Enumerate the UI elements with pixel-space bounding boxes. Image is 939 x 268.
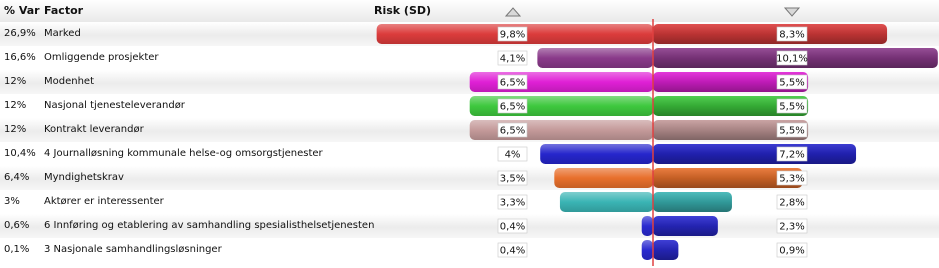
var-pct-value: 12%	[4, 76, 27, 87]
var-pct-value: 6,4%	[4, 172, 30, 183]
low-bar[interactable]	[554, 168, 653, 188]
var-pct-value: 16,6%	[4, 52, 36, 63]
var-pct-value: 3%	[4, 196, 20, 207]
factor-name: Kontrakt leverandør	[44, 124, 144, 135]
low-bar[interactable]	[540, 144, 653, 164]
low-value-label: 4%	[504, 149, 521, 161]
low-bar[interactable]	[537, 48, 653, 68]
high-value-label: 5,3%	[779, 173, 805, 185]
factor-name: Modenhet	[44, 76, 94, 87]
low-bar[interactable]	[470, 72, 653, 92]
high-bar[interactable]	[653, 144, 856, 164]
var-pct-value: 26,9%	[4, 28, 36, 39]
risk-column-header: Risk (SD)	[374, 4, 432, 17]
high-bar[interactable]	[653, 240, 678, 260]
var-pct-value: 12%	[4, 124, 27, 135]
low-bar[interactable]	[560, 192, 653, 212]
high-value-label: 7,2%	[779, 149, 805, 161]
low-value-label: 6,5%	[499, 101, 526, 113]
high-value-label: 5,5%	[779, 101, 805, 113]
low-bar[interactable]	[470, 120, 653, 140]
var-pct-value: 0,6%	[4, 220, 30, 231]
factor-name: Omliggende prosjekter	[44, 52, 159, 63]
factor-name: 3 Nasjonale samhandlingsløsninger	[44, 244, 222, 255]
low-value-label: 3,3%	[499, 197, 526, 209]
low-value-label: 0,4%	[499, 245, 526, 257]
factor-name: 6 Innføring og etablering av samhandling spesialisthelsetjenesten	[44, 220, 375, 231]
low-value-label: 9,8%	[499, 29, 526, 41]
high-value-label: 2,3%	[779, 221, 805, 233]
factor-column-header: Factor	[44, 4, 84, 17]
high-value-label: 0,9%	[779, 245, 805, 257]
var-pct-value: 0,1%	[4, 244, 30, 255]
low-bar[interactable]	[642, 240, 653, 260]
low-bar[interactable]	[470, 96, 653, 116]
var-column-header: % Var	[4, 4, 40, 17]
high-value-label: 5,5%	[779, 125, 805, 137]
low-value-label: 4,1%	[499, 53, 526, 65]
high-bar[interactable]	[653, 192, 732, 212]
high-value-label: 10,1%	[776, 53, 808, 65]
factor-name: Myndighetskrav	[44, 172, 124, 183]
high-value-label: 2,8%	[779, 197, 805, 209]
var-pct-value: 12%	[4, 100, 27, 111]
low-value-label: 6,5%	[499, 77, 526, 89]
factor-name: 4 Journalløsning kommunale helse-og omsorgstjenester	[44, 148, 323, 159]
high-value-label: 5,5%	[779, 77, 805, 89]
factor-name: Nasjonal tjenesteleverandør	[44, 100, 185, 111]
high-bar[interactable]	[653, 24, 887, 44]
low-value-label: 6,5%	[499, 125, 526, 137]
low-value-label: 3,5%	[499, 173, 526, 185]
factor-name: Marked	[44, 28, 81, 39]
factor-name: Aktører er interessenter	[44, 196, 164, 207]
low-bar[interactable]	[642, 216, 653, 236]
var-pct-value: 10,4%	[4, 148, 36, 159]
low-value-label: 0,4%	[499, 221, 526, 233]
high-value-label: 8,3%	[779, 29, 805, 41]
high-bar[interactable]	[653, 216, 718, 236]
